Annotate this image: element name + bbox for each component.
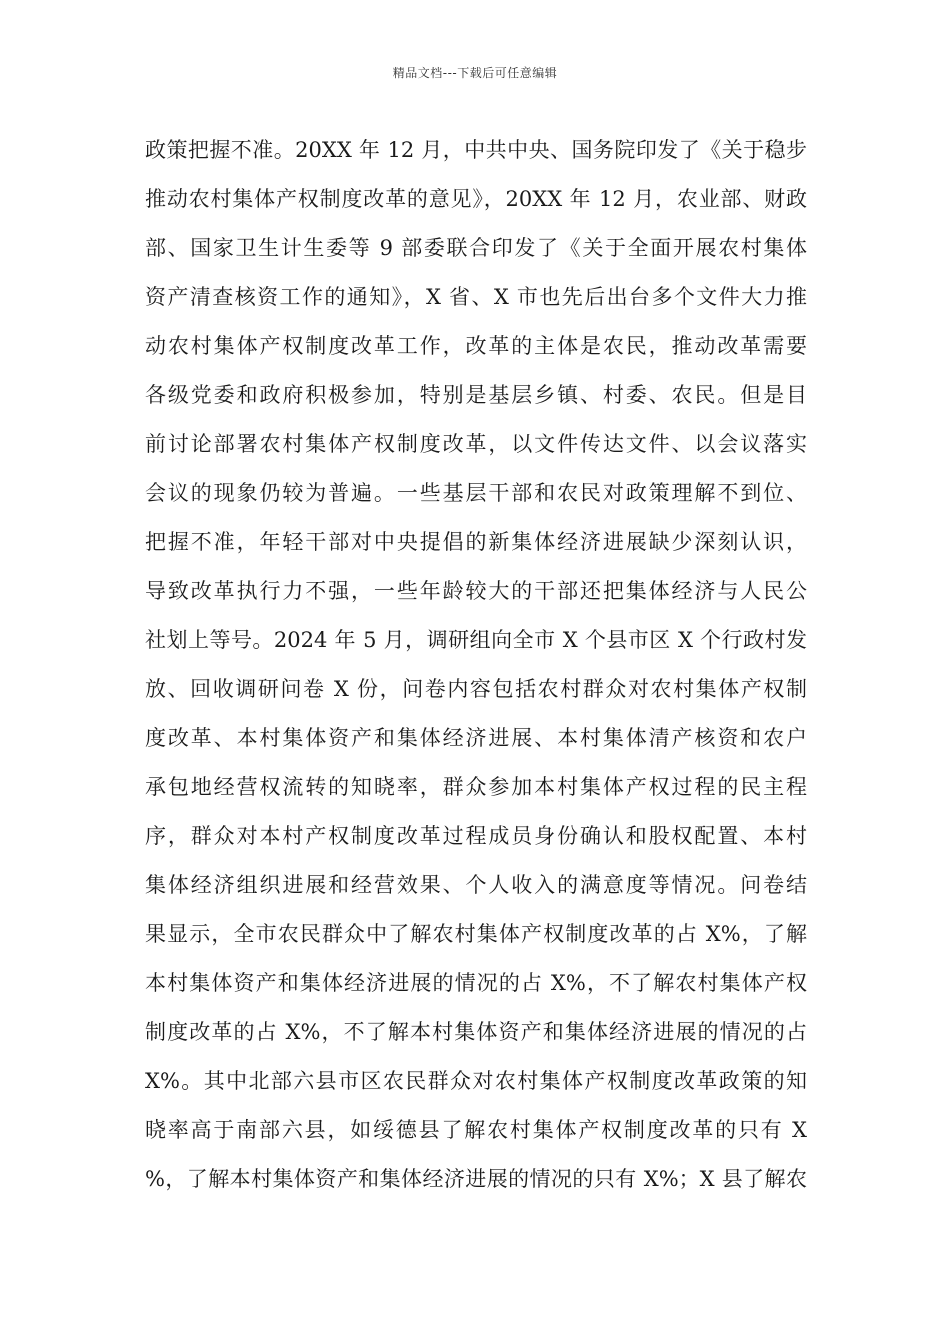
- text-line: 前讨论部署农村集体产权制度改革，以文件传达文件、以会议落实: [145, 432, 807, 456]
- text-line: 放、回收调研问卷 X 份，问卷内容包括农村群众对农村集体产权制: [145, 677, 807, 701]
- text-line: 果显示，全市农民群众中了解农村集体产权制度改革的占 X%，了解: [145, 922, 807, 946]
- text-line: 会议的现象仍较为普遍。一些基层干部和农民对政策理解不到位、: [145, 481, 807, 505]
- text-line: 集体经济组织进展和经营效果、个人收入的满意度等情况。问卷结: [145, 873, 807, 897]
- text-line: 部、国家卫生计生委等 9 部委联合印发了《关于全面开展农村集体: [145, 236, 807, 260]
- text-line: 动农村集体产权制度改革工作，改革的主体是农民，推动改革需要: [145, 334, 807, 358]
- text-line: 承包地经营权流转的知晓率，群众参加本村集体产权过程的民主程: [145, 775, 807, 799]
- text-line: 政策把握不准。20XX 年 12 月，中共中央、国务院印发了《关于稳步: [145, 138, 807, 162]
- body-text: [145, 126, 807, 1204]
- text-line: 推动农村集体产权制度改革的意见》，20XX 年 12 月，农业部、财政: [145, 187, 807, 211]
- text-line: 资产清查核资工作的通知》，X 省、X 市也先后出台多个文件大力推: [145, 285, 807, 309]
- text-line: 社划上等号。2024 年 5 月，调研组向全市 X 个县市区 X 个行政村发: [145, 628, 807, 652]
- text-line: %，了解本村集体资产和集体经济进展的情况的只有 X%；X 县了解农: [145, 1167, 807, 1191]
- page-header: 精品文档---下载后可任意编辑: [392, 66, 558, 80]
- text-line: 导致改革执行力不强，一些年龄较大的干部还把集体经济与人民公: [145, 579, 807, 603]
- text-line: 各级党委和政府积极参加，特别是基层乡镇、村委、农民。但是目: [145, 383, 807, 407]
- text-line: 本村集体资产和集体经济进展的情况的占 X%，不了解农村集体产权: [145, 971, 807, 995]
- text-line: 晓率高于南部六县，如绥德县了解农村集体产权制度改革的只有 X: [145, 1118, 807, 1142]
- text-line: X%。其中北部六县市区农民群众对农村集体产权制度改革政策的知: [145, 1069, 807, 1093]
- text-line: 度改革、本村集体资产和集体经济进展、本村集体清产核资和农户: [145, 726, 807, 750]
- text-line: 序，群众对本村产权制度改革过程成员身份确认和股权配置、本村: [145, 824, 807, 848]
- text-line: 把握不准，年轻干部对中央提倡的新集体经济进展缺少深刻认识，: [145, 530, 807, 554]
- text-line: 制度改革的占 X%，不了解本村集体资产和集体经济进展的情况的占: [145, 1020, 807, 1044]
